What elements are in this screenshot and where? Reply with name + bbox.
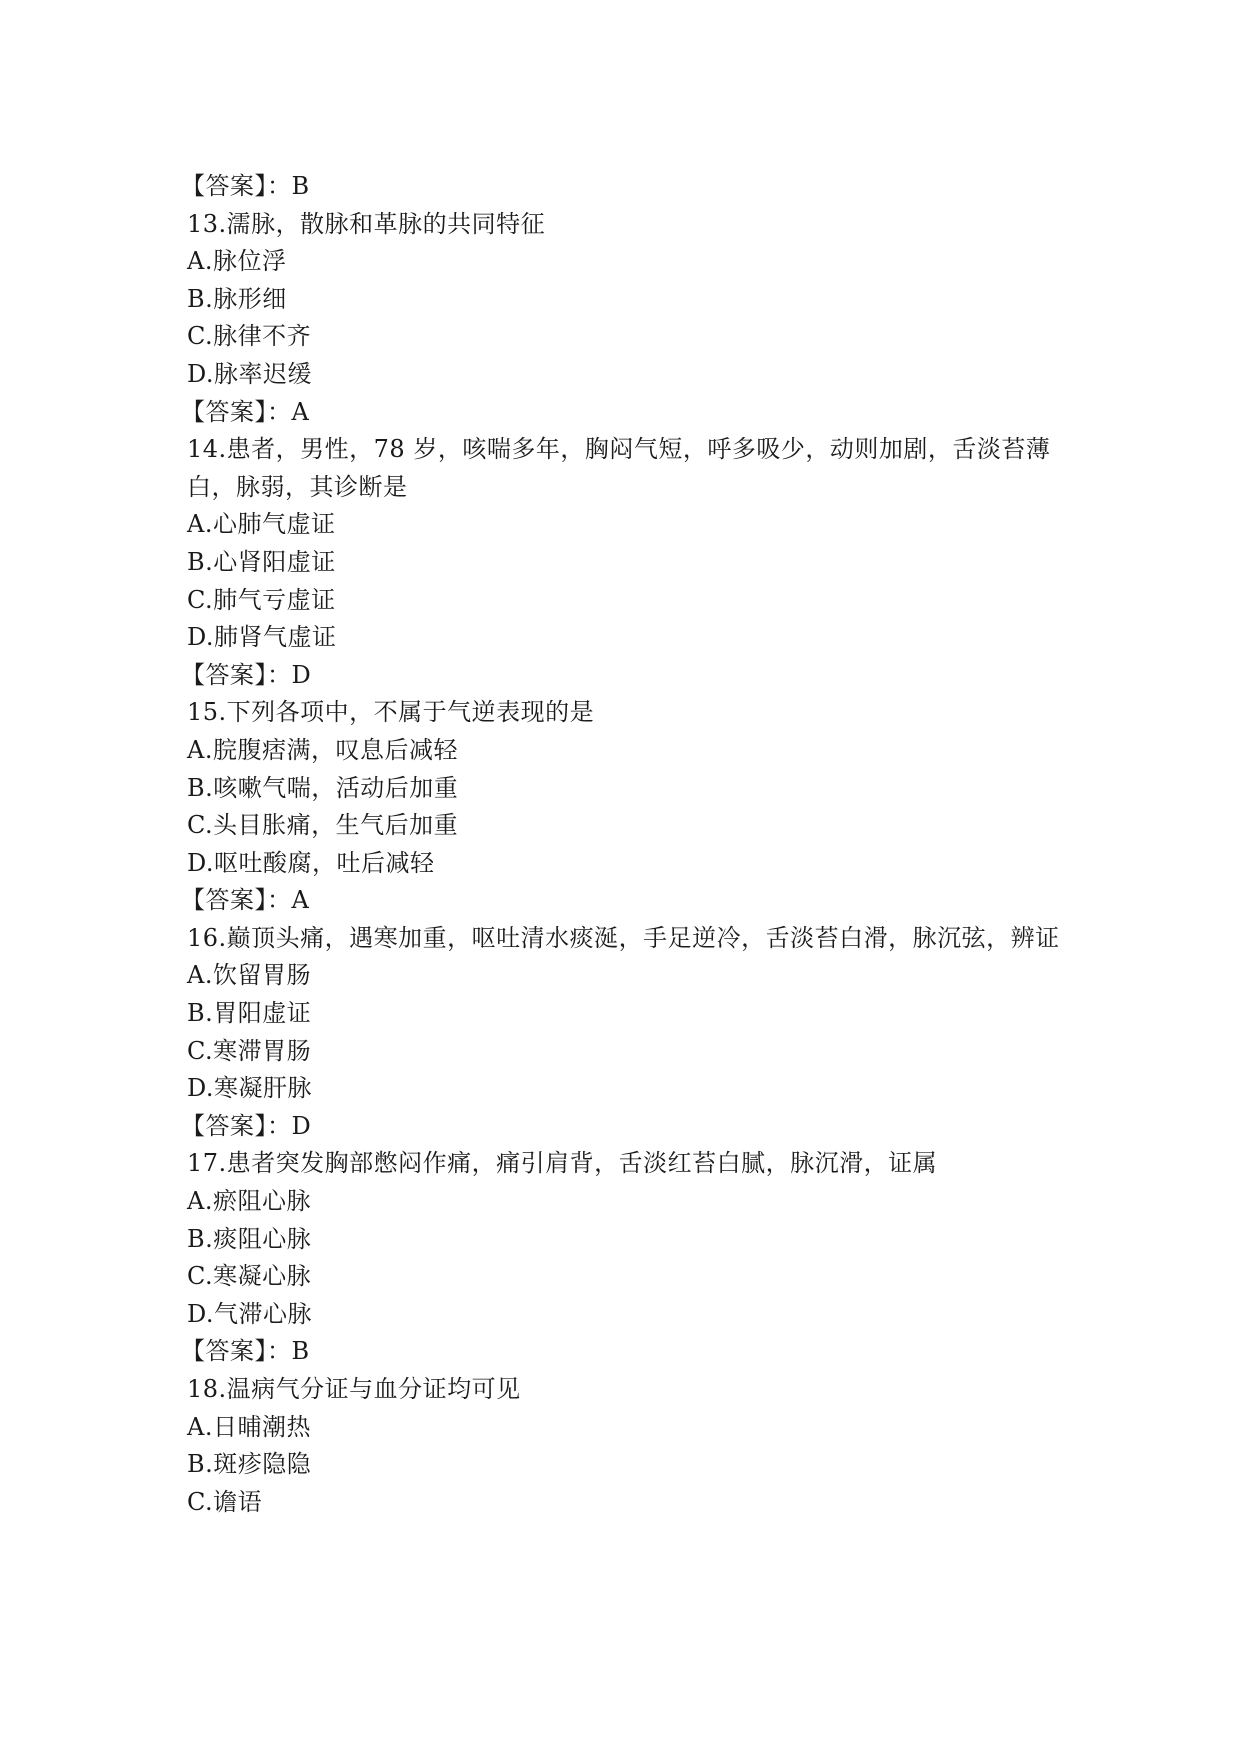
document-page (181, 168, 1067, 1521)
question-text: 17.患者突发胸部憋闷作痛，痛引肩背，舌淡红苔白腻，脉沉滑，证属 (187, 1149, 938, 1178)
option-text: B.痰阻心脉 (187, 1224, 312, 1253)
option-text: D.呕吐酸腐，吐后减轻 (187, 848, 435, 877)
option-text: D.气滞心脉 (187, 1299, 313, 1328)
option-text: A.脘腹痞满，叹息后减轻 (187, 735, 458, 764)
option-text: B.咳嗽气喘，活动后加重 (187, 773, 459, 802)
answer-line: 【答案】：A (181, 886, 310, 915)
option-text: D.肺肾气虚证 (187, 623, 337, 652)
answer-line: 【答案】：A (181, 397, 310, 426)
answer-line: 【答案】：B (181, 172, 310, 200)
option-text: C.寒滞胃肠 (187, 1036, 312, 1065)
option-text: B.胃阳虚证 (187, 999, 312, 1028)
option-text: B.心肾阳虚证 (187, 547, 336, 576)
option-text: A.日晡潮热 (187, 1412, 311, 1441)
option-text: A.瘀阻心脉 (187, 1187, 311, 1216)
option-text: A.心肺气虚证 (187, 510, 336, 539)
option-text: D.寒凝肝脉 (187, 1074, 313, 1103)
option-text: C.头目胀痛，生气后加重 (187, 811, 459, 840)
question-text: 13.濡脉，散脉和革脉的共同特征 (187, 209, 546, 238)
option-text: A.饮留胃肠 (187, 961, 311, 990)
answer-line: 【答案】：D (181, 1111, 312, 1140)
option-text: C.谵语 (187, 1487, 263, 1516)
question-text: 16.巅顶头痛，遇寒加重，呕吐清水痰涎，手足逆冷，舌淡苔白滑，脉沉弦，辨证 (187, 923, 1060, 952)
question-text: 15.下列各项中，不属于气逆表现的是 (187, 698, 595, 727)
question-text: 14.患者，男性，78 岁，咳喘多年，胸闷气短，呼多吸少，动则加剧，舌淡苔薄白，脉弱，其诊断是 (187, 435, 1051, 501)
option-text: C.脉律不齐 (187, 322, 312, 351)
option-text: C.肺气亏虚证 (187, 585, 336, 614)
option-text: C.寒凝心脉 (187, 1262, 312, 1291)
answer-line: 【答案】：B (181, 1337, 310, 1366)
option-text: A.脉位浮 (187, 247, 287, 276)
question-text: 18.温病气分证与血分证均可见 (187, 1375, 521, 1403)
answer-line: 【答案】：D (181, 660, 312, 689)
option-text: B.脉形细 (187, 284, 287, 313)
option-text: B.斑疹隐隐 (187, 1450, 312, 1479)
option-text: D.脉率迟缓 (187, 359, 313, 388)
